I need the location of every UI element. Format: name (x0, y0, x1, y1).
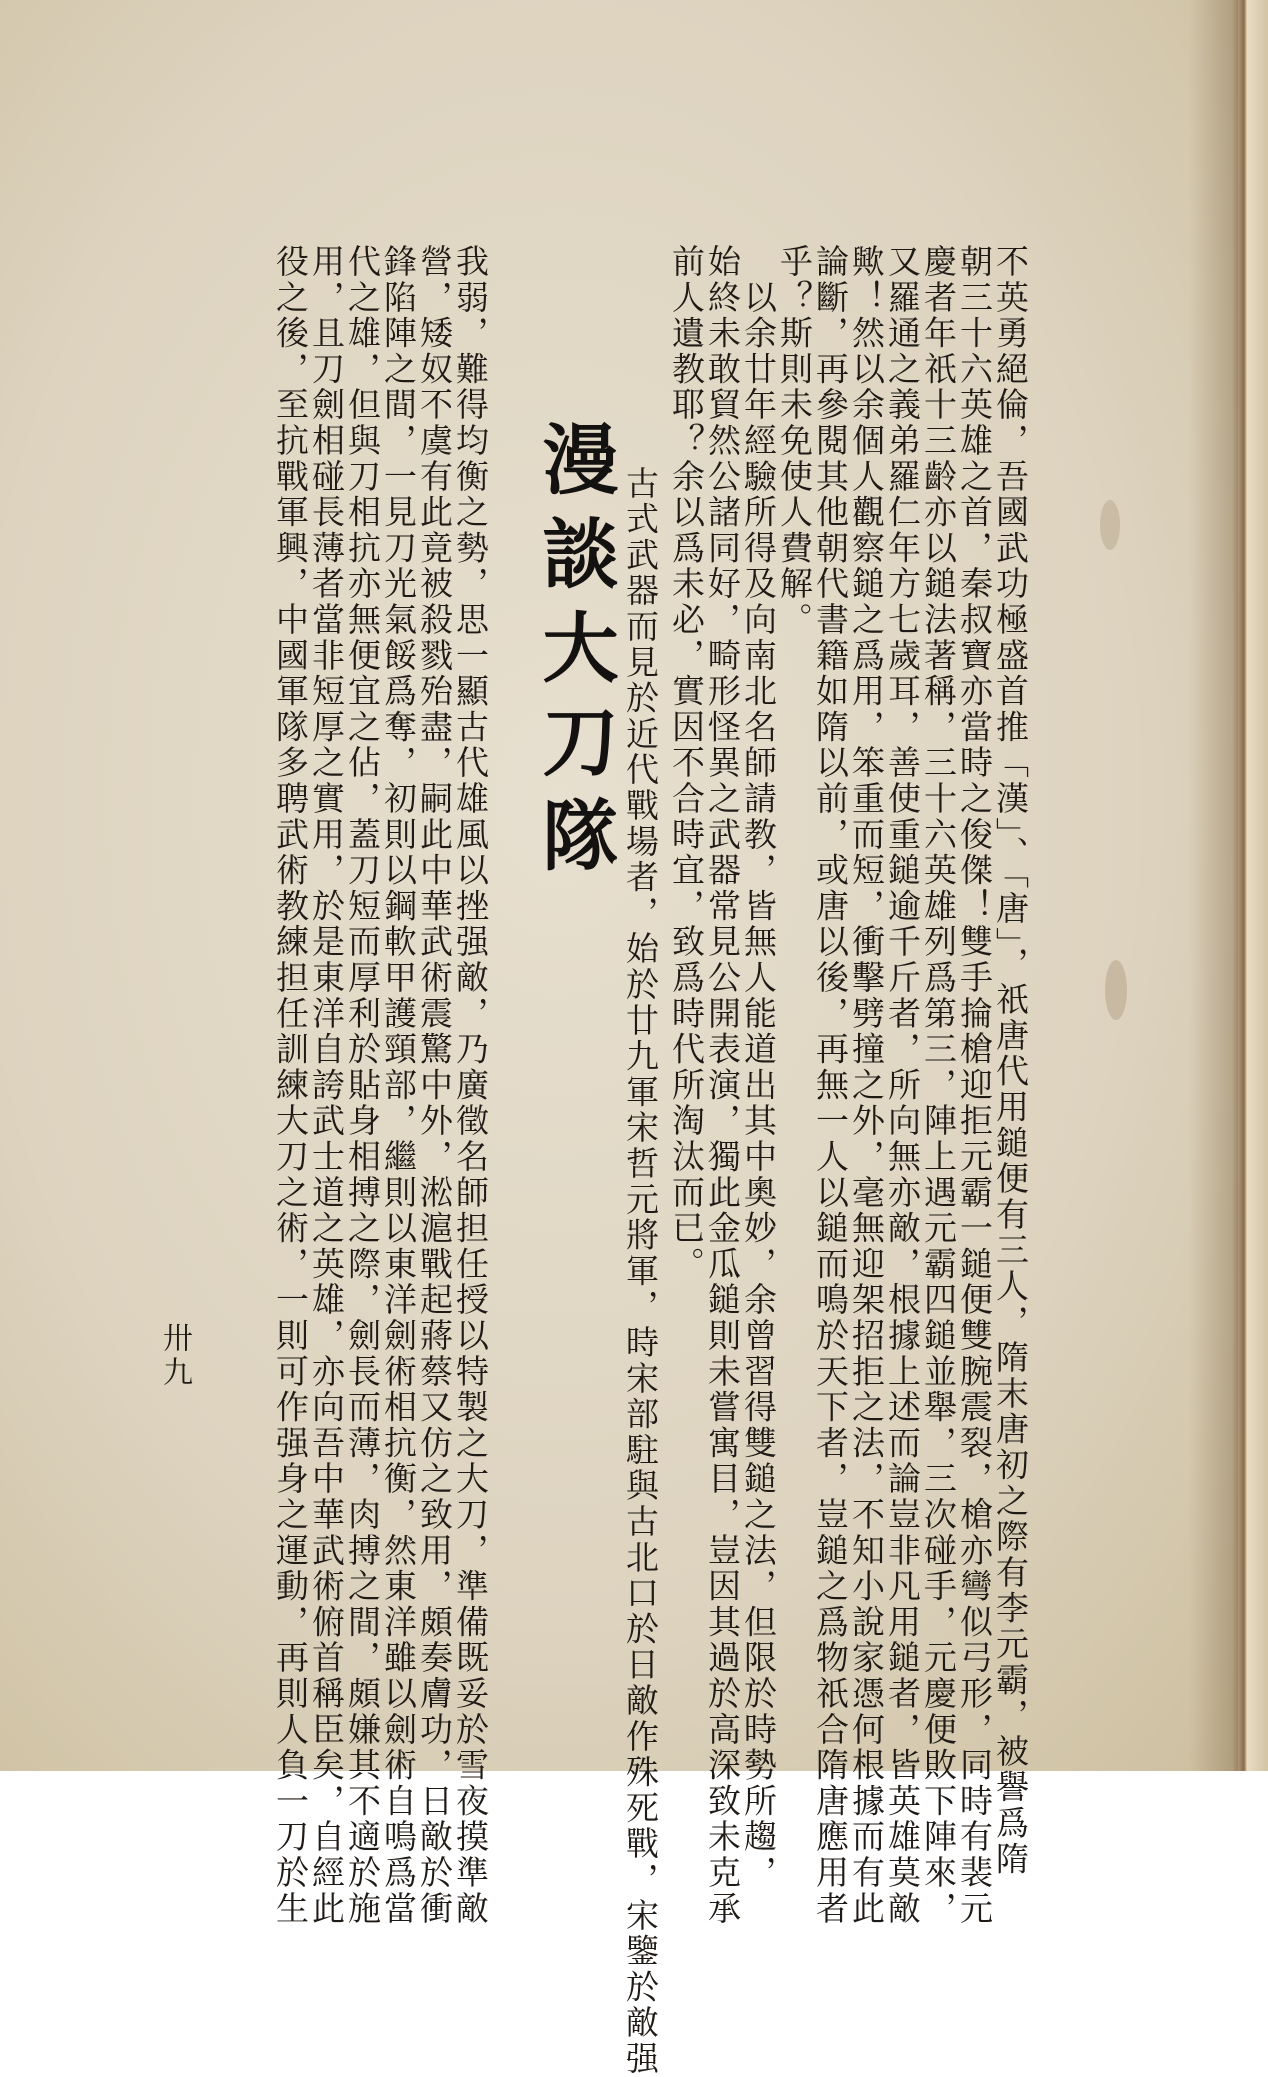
article-body-text: 我弱，難得均衡之勢，思一顯古代雄風以挫强敵，乃廣徵名師担任授以特製之大刀，準備既妥於雪夜摸準敵 營，矮奴不虞有此竟被殺戮殆盡，嗣此中華武術震驚中外，淞滬戰起蔣蔡又仿之致用，頗奏膚功，日敵於衝 鋒陷陣之間，一見刀光氣餒爲奪，初則以鋼軟甲護頸部，繼則以東洋劍術相抗衡，然東洋雖以劍術自鳴爲當 代之雄，但與刀相抗亦無便宜之佔，蓋刀短而厚利於貼身相搏之際，劍長而薄，肉搏之間，頗嫌其不適於施 用，且刀劍相碰長薄者當非短厚之實用，於是東洋自誇武士道之英雄，亦向吾中華武術俯首稱臣矣，自經此 役之後，至抗戰軍興，中國軍隊多聘武術教練担任訓練大刀之術，一則可作强身之運動，再則人負一刀於生 (271, 244, 490, 1927)
page-number: 卅九 (157, 1322, 192, 1390)
paper-stain (1105, 960, 1127, 1020)
paper-stain (1100, 500, 1120, 550)
article-title: 漫談大刀隊 (530, 420, 619, 890)
article-intro-line: 古式武器而見於近代戰場者，始於廿九軍宋哲元將軍，時宋部駐與古北口於日敵作殊死戰，宋鑒於敵强 (621, 430, 660, 2077)
article-text-continued: 不英勇絕倫，吾國武功極盛首推「漢」、「唐」，祇唐代用鎚便有三人，隋末唐初之際有李元霸，被譽爲隋 朝三十六英雄之首，秦叔寶亦當時之俊傑！雙手掄槍迎拒元霸一鎚便雙腕震裂，槍亦彎似弓形，同時有裴元 慶者年祇十三齡亦以鎚法著稱，三十六英雄列爲第三，陣上遇元霸四鎚並舉，三次碰手，元慶便敗下陣來， 又羅通之義弟羅仁年方七歲耳，善使重鎚逾千斤者，所向無亦敵，根據上述而論豈非凡用鎚者，皆英雄莫敵 歟！然以余個人觀察鎚之爲用，笨重而短，衝擊劈撞之外，毫無迎架招拒之法，不知小說家憑何根據而有此 論斷，再參閱其他朝代書籍如隋以前，或唐以後，再無一人以鎚而鳴於天下者，豈鎚之爲物祇合隋唐應用者 乎？斯則未免使人費解。 以余廿年經驗所得及向南北名師請教，皆無人能道出其中奧妙，余曾習得雙鎚之法，但限於時勢所趨， 始終未敢貿然公諸同好，畸形怪異之武器常見公開表演，獨此金瓜鎚則未嘗寓目，豈因其過於高深致未克承 前人遺教耶？余以爲未必，實因不合時宜，致爲時代所淘汰而已。 (667, 244, 1030, 1927)
page-edge-shadow (1188, 0, 1268, 1771)
